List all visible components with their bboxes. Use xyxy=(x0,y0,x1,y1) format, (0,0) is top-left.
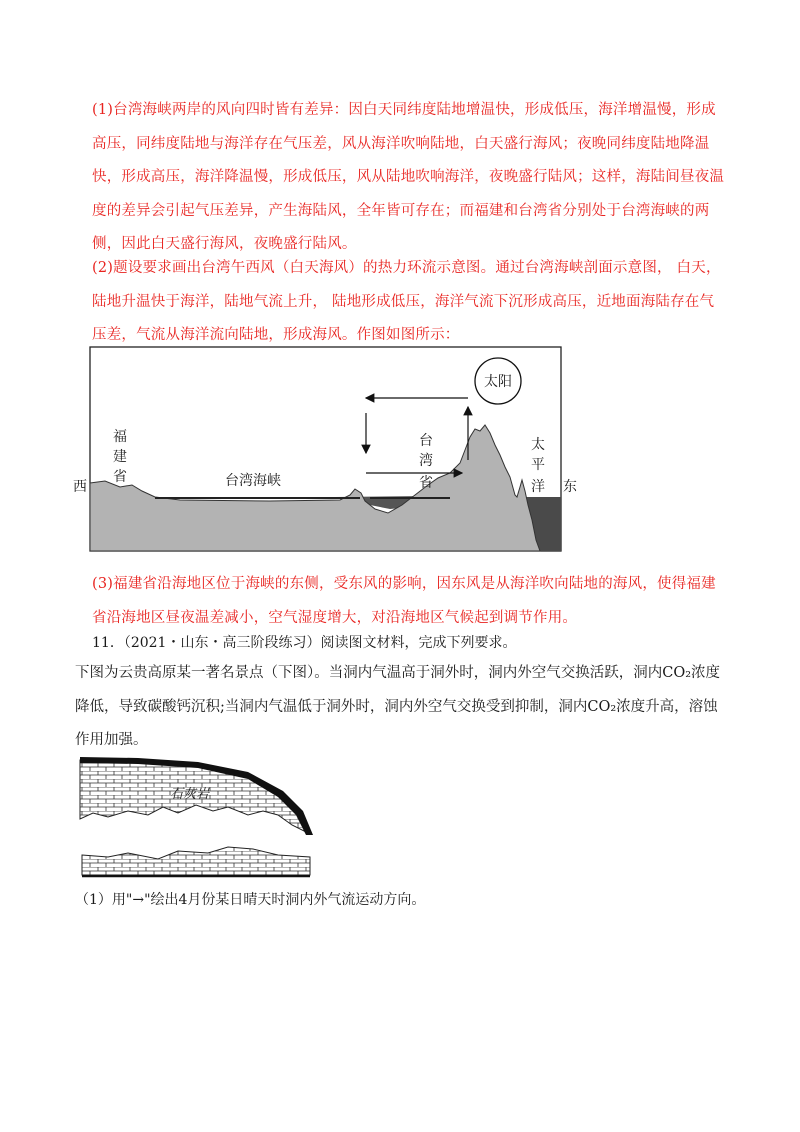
sun-label: 太阳 xyxy=(484,374,512,390)
fujian-label-3: 省 xyxy=(113,469,127,485)
answer-part-1-text: (1)台湾海峡两岸的风向四时皆有差异：因白天同纬度陆地增温快，形成低压，海洋增温慢，形成高压，同纬度陆地与海洋存在气压差，风从海洋吹响陆地，白天盛行海风；夜晚同纬度陆地降温快，形成高压，海洋降温慢，形成低压，风从陆地吹响海洋，夜晚盛行陆风；这样，海陆间昼夜温度的差异会引起气压差异，产生海陆风，全年皆可存在；而福建和台湾省分别处于台湾海峡的两侧，因此白天盛行海风，夜晚盛行陆风。 xyxy=(92,102,725,252)
taiwan-strait-cross-section-figure xyxy=(70,345,577,555)
answer-part-2-text: (2)题设要求画出台湾午西风（白天海风）的热力环流示意图。通过台湾海峡剖面示意图， 白天， 陆地升温快于海洋，陆地气流上升， 陆地形成低压，海洋气流下沉形成高压，近地面海陆存在气压差，气流从海洋流向陆地，形成海风。作图如图所示： xyxy=(92,260,721,343)
question-11-material-text: 下图为云贵高原某一著名景点（下图）。当洞内气温高于洞外时，洞内外空气交换活跃，洞内CO₂浓度降低，导致碳酸钙沉积;当洞内气温低于洞外时，洞内外空气交换受到抑制，洞内CO₂浓度升高，溶蚀作用加强。 xyxy=(75,665,721,748)
answer-part-1 xyxy=(92,94,727,262)
limestone-cave-figure xyxy=(78,755,318,880)
pacific-label-2: 平 xyxy=(531,457,545,473)
west-label: 西 xyxy=(73,479,87,495)
pacific-label-3: 洋 xyxy=(531,479,545,495)
fujian-label-2: 建 xyxy=(113,449,127,465)
answer-part-3 xyxy=(92,568,727,635)
taiwan-label-2: 湾 xyxy=(419,453,433,469)
pacific-label-1: 太 xyxy=(531,437,545,453)
answer-part-3-text: (3)福建省沿海地区位于海峡的东侧，受东风的影响，因东风是从海洋吹向陆地的海风，使得福建省沿海地区昼夜温差减小，空气湿度增大，对沿海地区气候起到调节作用。 xyxy=(92,576,716,626)
limestone-label: 石灰岩 xyxy=(170,787,210,802)
taiwan-label-1: 台 xyxy=(419,433,433,449)
fujian-label-1: 福 xyxy=(113,429,127,445)
limestone-lower-layer xyxy=(82,847,310,875)
question-11-heading: 11．（2021・山东・高三阶段练习）阅读图文材料，完成下列要求。 xyxy=(92,635,517,651)
east-label: 东 xyxy=(563,479,577,495)
answer-part-2 xyxy=(92,252,727,353)
taiwan-label-3: 省 xyxy=(419,475,433,491)
question-11-material xyxy=(75,657,725,758)
question-11-sub-1: （1）用"→"绘出4月份某日晴天时洞内外气流运动方向。 xyxy=(75,892,426,908)
strait-label: 台湾海峡 xyxy=(225,473,281,489)
land-profile xyxy=(90,425,540,551)
